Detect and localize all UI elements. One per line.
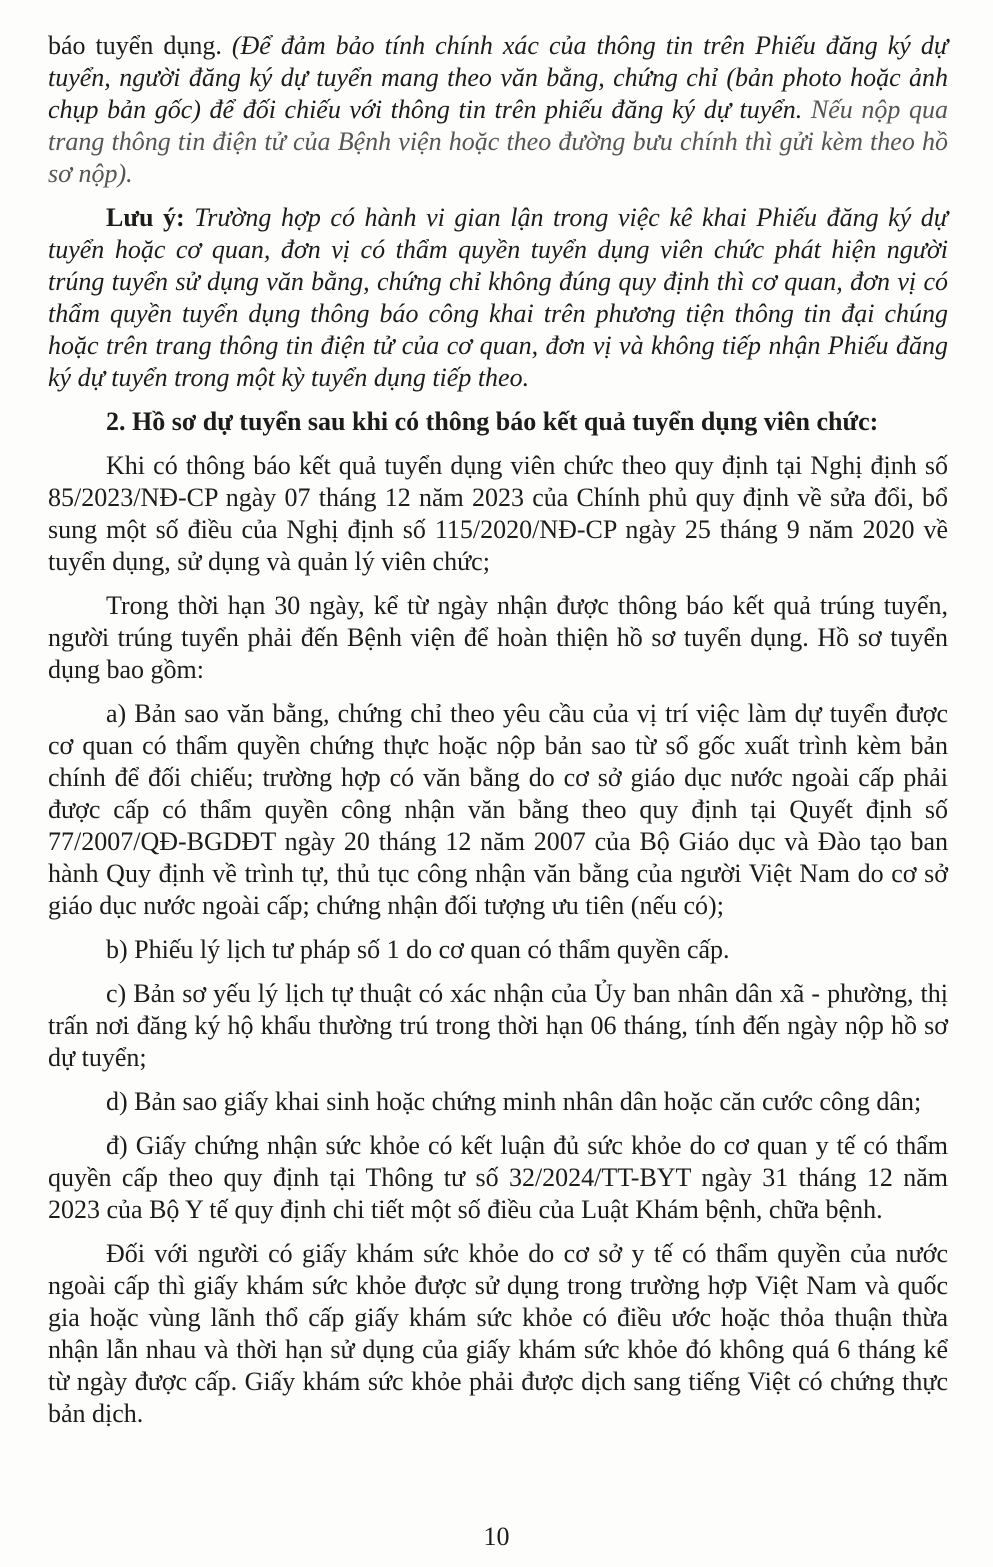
intro-italic-text: (Để đảm bảo tính chính xác của thông tin trên Phiếu đăng ký dự tuyển, người đăng ký dự tuyển mang theo văn bằng, chứng chỉ (bản photo hoặc ảnh chụp bản gốc) để đối chiếu với thông tin trên phiếu đăng ký dự tuyển. [48, 31, 948, 124]
list-item-dd: đ) Giấy chứng nhận sức khỏe có kết luận đủ sức khỏe do cơ quan y tế có thẩm quyền cấp theo quy định tại Thông tư số 32/2024/TT-BYT ngày 31 tháng 12 năm 2023 của Bộ Y tế quy định chi tiết một số điều của Luật Khám bệnh, chữa bệnh. [48, 1131, 948, 1224]
document-page [48, 30, 948, 1442]
list-item-b: b) Phiếu lý lịch tư pháp số 1 do cơ quan có thẩm quyền cấp. [106, 935, 730, 964]
list-item-a: a) Bản sao văn bằng, chứng chỉ theo yêu cầu của vị trí việc làm dự tuyển được cơ quan có thẩm quyền chứng thực hoặc nộp bản sao từ sổ gốc xuất trình kèm bản chính để đối chiếu; trường hợp có văn bằng do cơ sở giáo dục nước ngoài cấp phải được cấp có thẩm quyền công nhận văn bằng theo quy định tại Quyết định số 77/2007/QĐ-BGDĐT ngày 20 tháng 12 năm 2007 của Bộ Giáo dục và Đào tạo ban hành Quy định về trình tự, thủ tục công nhận văn bằng của người Việt Nam do cơ sở giáo dục nước ngoài cấp; chứng nhận đối tượng ưu tiên (nếu có); [48, 699, 948, 920]
paragraph-khi-co: Khi có thông báo kết quả tuyển dụng viên chức theo quy định tại Nghị định số 85/2023/NĐ-CP ngày 07 tháng 12 năm 2023 của Chính phủ quy định về sửa đổi, bổ sung một số điều của Nghị định số 115/2020/NĐ-CP ngày 25 tháng 9 năm 2020 về tuyển dụng, sử dụng và quản lý viên chức; [48, 451, 948, 576]
list-item-d: d) Bản sao giấy khai sinh hoặc chứng minh nhân dân hoặc căn cước công dân; [106, 1087, 922, 1116]
note-label: Lưu ý: [106, 203, 195, 232]
paragraph-doi-voi: Đối với người có giấy khám sức khỏe do cơ sở y tế có thẩm quyền của nước ngoài cấp thì giấy khám sức khỏe được sử dụng trong trường hợp Việt Nam và quốc gia hoặc vùng lãnh thổ cấp giấy khám sức khỏe có điều ước hoặc thỏa thuận thừa nhận lẫn nhau và thời hạn sử dụng của giấy khám sức khỏe đó không quá 6 tháng kể từ ngày được cấp. Giấy khám sức khỏe phải được dịch sang tiếng Việt có chứng thực bản dịch. [48, 1239, 948, 1428]
intro-faint-text: Nếu nộp qua trang thông tin điện tử của Bệnh viện hoặc theo đường bưu chính thì gửi kèm theo hồ sơ nộp). [48, 95, 948, 188]
note-paragraph [48, 202, 948, 394]
paragraph-intro [48, 30, 948, 190]
list-item-c: c) Bản sơ yếu lý lịch tự thuật có xác nhận của Ủy ban nhân dân xã - phường, thị trấn nơi đăng ký hộ khẩu thường trú trong thời hạn 06 tháng, tính đến ngày nộp hồ sơ dự tuyển; [48, 979, 948, 1072]
intro-text: báo tuyển dụng. [48, 31, 232, 60]
paragraph-trong-thoi-han: Trong thời hạn 30 ngày, kể từ ngày nhận được thông báo kết quả trúng tuyển, người trúng tuyển phải đến Bệnh viện để hoàn thiện hồ sơ tuyển dụng. Hồ sơ tuyển dụng bao gồm: [48, 591, 948, 684]
section-heading-2: 2. Hồ sơ dự tuyển sau khi có thông báo kết quả tuyển dụng viên chức: [106, 407, 879, 436]
page-number: 10 [483, 1522, 510, 1551]
note-text: Trường hợp có hành vi gian lận trong việc kê khai Phiếu đăng ký dự tuyển hoặc cơ quan, đơn vị có thẩm quyền tuyển dụng viên chức phát hiện người trúng tuyển sử dụng văn bằng, chứng chỉ không đúng quy định thì cơ quan, đơn vị có thẩm quyền tuyển dụng thông báo công khai trên phương tiện thông tin đại chúng hoặc trên trang thông tin điện tử của cơ quan, đơn vị và không tiếp nhận Phiếu đăng ký dự tuyển trong một kỳ tuyển dụng tiếp theo. [48, 203, 948, 392]
